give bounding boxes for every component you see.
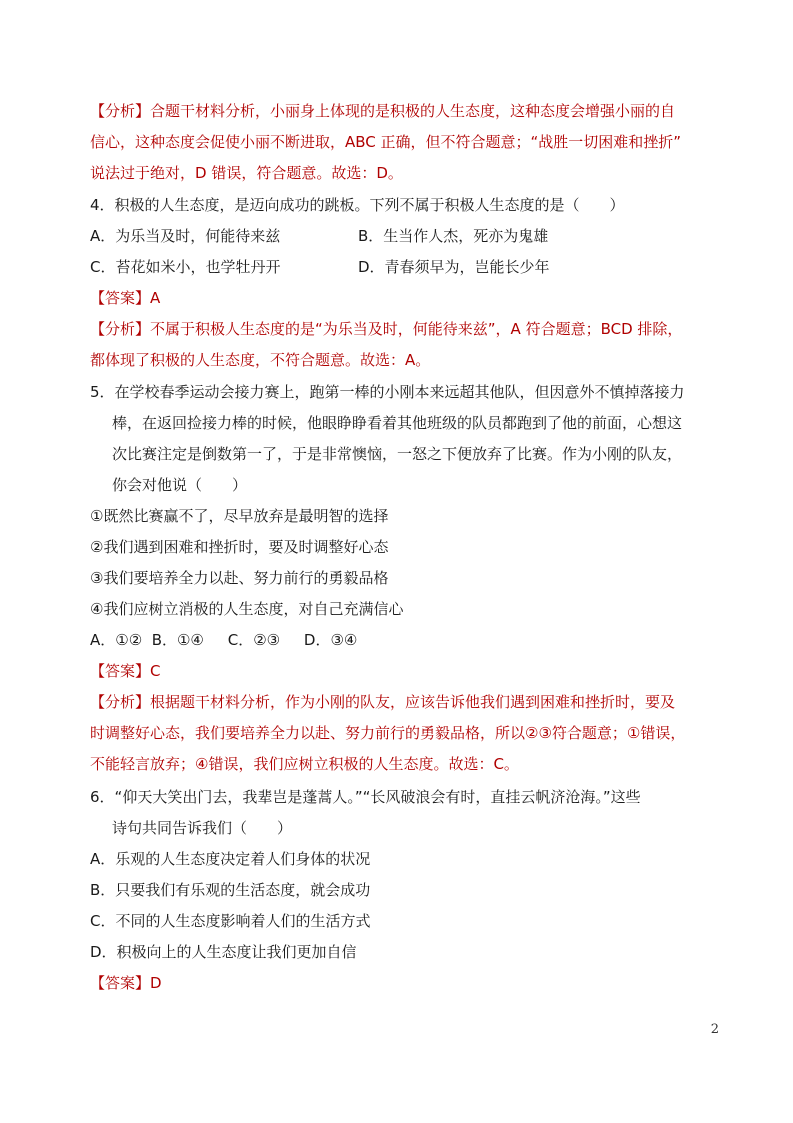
q6-option-b: B．只要我们有乐观的生活态度，就会成功 <box>90 881 371 899</box>
q3-analysis <box>90 96 730 189</box>
q5-analysis-line1: 【分析】根据题干材料分析，作为小刚的队友，应该告诉他我们遇到困难和挫折时，要及 <box>90 693 676 711</box>
q4-option-b: B．生当作人杰，死亦为鬼雄 <box>358 227 549 245</box>
question-5 <box>90 377 730 780</box>
q5-analysis-line2: 时调整好心态，我们要培养全力以赴、努力前行的勇毅品格，所以②③符合题意；①错误， <box>90 724 686 742</box>
q4-stem: 4．积极的人生态度，是迈向成功的跳板。下列不属于积极人生态度的是（ ） <box>90 196 625 214</box>
q5-item-1: ①既然比赛赢不了，尽早放弃是最明智的选择 <box>90 507 389 525</box>
q5-item-3: ③我们要培养全力以赴、努力前行的勇毅品格 <box>90 569 389 587</box>
q5-analysis-line3: 不能轻言放弃；④错误，我们应树立积极的人生态度。故选：C。 <box>90 755 519 773</box>
q4-option-c: C．苔花如米小，也学牡丹开 <box>90 258 281 276</box>
q5-options: A．①② B．①④ C．②③ D．③④ <box>90 631 358 649</box>
q4-option-a: A．为乐当及时，何能待来兹 <box>90 227 281 245</box>
q6-option-c: C．不同的人生态度影响着人们的生活方式 <box>90 912 371 930</box>
q3-analysis-line2: 信心，这种态度会促使小丽不断进取，ABC 正确，但不符合题意；“战胜一切困难和挫折” <box>90 133 682 151</box>
q5-answer: 【答案】C <box>90 662 161 680</box>
question-4 <box>90 190 730 376</box>
q5-stem-line2: 棒，在返回捡接力棒的时候，他眼睁睁看着其他班级的队员都跑到了他的前面，心想这 <box>112 414 683 432</box>
page-number: 2 <box>710 1022 719 1037</box>
q4-analysis-line2: 都体现了积极的人生态度，不符合题意。故选：A。 <box>90 351 431 369</box>
question-6 <box>90 782 730 999</box>
q5-item-2: ②我们遇到困难和挫折时，要及时调整好心态 <box>90 538 389 556</box>
q6-stem-line2: 诗句共同告诉我们（ ） <box>112 819 293 837</box>
q4-analysis-line1: 【分析】不属于积极人生态度的是“为乐当及时，何能待来兹”，A 符合题意；BCD 排除， <box>90 320 683 338</box>
q6-stem-line1: 6．“仰天大笑出门去，我辈岂是蓬蒿人。”“长风破浪会有时，直挂云帆济沧海。”这些 <box>90 788 641 806</box>
q5-stem-line3: 次比赛注定是倒数第一了，于是非常懊恼，一怒之下便放弃了比赛。作为小刚的队友， <box>112 445 683 463</box>
q5-stem-line4: 你会对他说（ ） <box>112 476 248 494</box>
q6-answer: 【答案】D <box>90 974 162 992</box>
q3-analysis-line3: 说法过于绝对，D 错误，符合题意。故选：D。 <box>90 164 403 182</box>
q4-answer: 【答案】A <box>90 289 161 307</box>
q5-item-4: ④我们应树立消极的人生态度，对自己充满信心 <box>90 600 404 618</box>
q5-stem-line1: 5．在学校春季运动会接力赛上，跑第一棒的小刚本来远超其他队，但因意外不慎掉落接力 <box>90 383 685 401</box>
q6-option-d: D．积极向上的人生态度让我们更加自信 <box>90 943 357 961</box>
q4-option-d: D．青春须早为，岂能长少年 <box>358 258 550 276</box>
q3-analysis-line1: 【分析】合题干材料分析，小丽身上体现的是积极的人生态度，这种态度会增强小丽的自 <box>90 102 676 120</box>
q4-options-row2 <box>90 252 730 283</box>
q6-option-a: A．乐观的人生态度决定着人们身体的状况 <box>90 850 371 868</box>
q4-options-row1 <box>90 221 730 252</box>
